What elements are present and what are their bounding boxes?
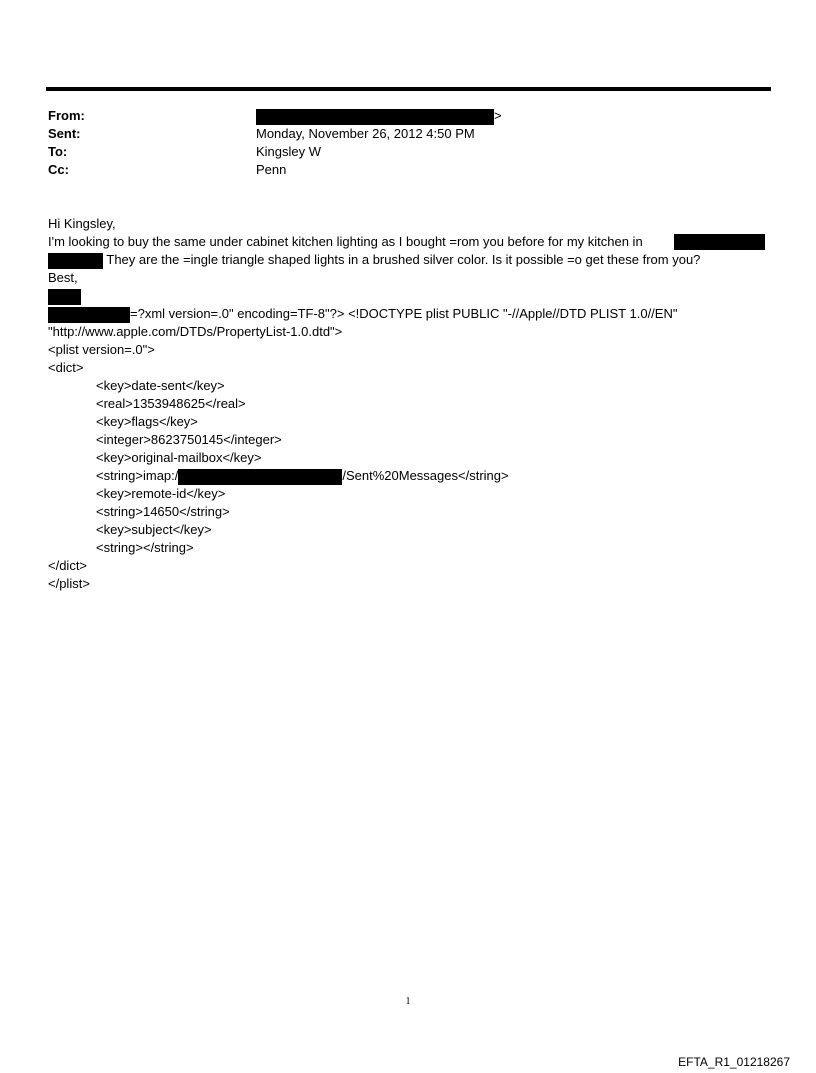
cc-label: Cc:	[48, 162, 69, 177]
redaction-box	[48, 289, 81, 305]
redaction-box	[256, 109, 494, 125]
plist-open: <plist version=.0">	[48, 342, 155, 357]
dict-entry: <string></string>	[96, 540, 194, 555]
imap-prefix: <string>imap:/	[96, 468, 179, 483]
sent-row	[48, 125, 768, 143]
xml-line-1-text: =?xml version=.0" encoding=TF-8"?> <!DOCTYPE plist PUBLIC "-//Apple//DTD PLIST 1.0//EN"	[130, 306, 678, 321]
redaction-box	[178, 469, 342, 485]
imap-suffix: /Sent%20Messages</string>	[342, 468, 509, 483]
email-body	[48, 215, 773, 593]
to-value: Kingsley W	[256, 144, 322, 159]
dict-entry: <key>date-sent</key>	[96, 378, 225, 393]
cc-value: Penn	[256, 162, 287, 177]
body-line-1-text: I'm looking to buy the same under cabinet kitchen lighting as I bought =rom you before for my kitchen in	[48, 234, 643, 249]
dict-entry: <real>1353948625</real>	[96, 396, 246, 411]
xml-line-1	[48, 305, 773, 323]
body-line-1	[48, 233, 773, 251]
dict-open: <dict>	[48, 360, 84, 375]
header-rule	[46, 87, 771, 91]
greeting: Hi Kingsley,	[48, 216, 116, 231]
document-id: EFTA_R1_01218267	[678, 1055, 790, 1069]
dict-entry: <key>subject</key>	[96, 522, 212, 537]
dict-close: </dict>	[48, 558, 88, 573]
signoff: Best,	[48, 270, 78, 285]
from-suffix: >	[494, 108, 502, 123]
redaction-box	[48, 307, 130, 323]
dict-entry: <key>original-mailbox</key>	[96, 450, 262, 465]
dict-entry: <key>remote-id</key>	[96, 486, 226, 501]
from-value	[256, 107, 502, 125]
xml-line-2: "http://www.apple.com/DTDs/PropertyList-1.0.dtd">	[48, 324, 343, 339]
plist-close: </plist>	[48, 576, 90, 591]
email-header	[48, 107, 768, 179]
from-row	[48, 107, 768, 125]
sent-label: Sent:	[48, 126, 81, 141]
sent-value: Monday, November 26, 2012 4:50 PM	[256, 126, 475, 141]
from-label: From:	[48, 108, 85, 123]
to-label: To:	[48, 144, 68, 159]
body-line-2	[48, 251, 773, 269]
page-number: 1	[405, 996, 411, 1007]
dict-entry: <string>14650</string>	[96, 504, 230, 519]
redaction-box	[48, 253, 103, 269]
to-row	[48, 143, 768, 161]
signature-redaction	[48, 287, 773, 305]
body-line-2-text: They are the =ingle triangle shaped lights in a brushed silver color. Is it possible =o get these from you?	[106, 252, 701, 267]
dict-entry: <key>flags</key>	[96, 414, 198, 429]
imap-entry	[48, 467, 773, 485]
redaction-box	[674, 234, 765, 250]
cc-row	[48, 161, 768, 179]
dict-entry: <integer>8623750145</integer>	[96, 432, 282, 447]
